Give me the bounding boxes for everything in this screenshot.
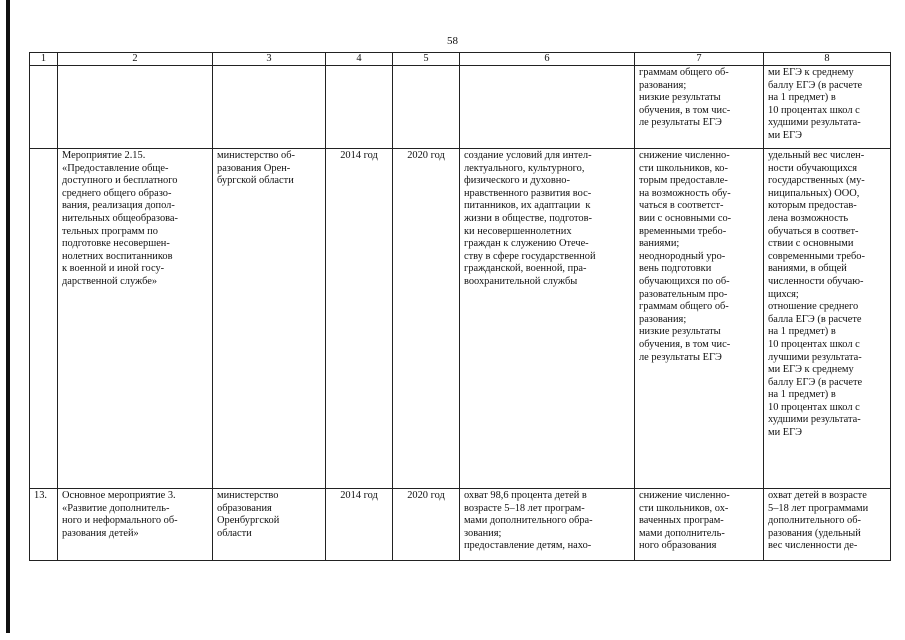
executor-cell: министерство образования Оренбургской области <box>213 489 326 561</box>
table-row-13 <box>30 489 891 561</box>
expected-result-cell <box>460 66 635 149</box>
column-number-2: 2 <box>58 53 213 66</box>
row-number-cell: 13. <box>30 489 58 561</box>
expected-result-cell: создание условий для интел- лектуального, культурного, физического и духовно- нравственного развития вос- питанников, их адаптации к жизни в обществе, подготов- ки несовершеннолетних граждан к служению Отече- ству в сфере государственной гражданской, военной, пра- воохранительной службы <box>460 149 635 489</box>
table-row-continuation <box>30 66 891 149</box>
column-number-3: 3 <box>213 53 326 66</box>
consequences-cell: граммам общего об- разования; низкие результаты обучения, в том чис- ле результаты ЕГЭ <box>635 66 764 149</box>
expected-result-cell: охват 98,6 процента детей в возрасте 5–18 лет програм- мами дополнительного обра- зования; предоставление детям, нахо- <box>460 489 635 561</box>
column-number-row <box>30 53 891 66</box>
row-number-cell <box>30 66 58 149</box>
column-number-6: 6 <box>460 53 635 66</box>
scan-edge-bar <box>6 0 10 633</box>
end-year-cell <box>393 66 460 149</box>
start-year-cell <box>326 66 393 149</box>
measure-name-cell: Основное мероприятие 3. «Развитие дополнитель- ного и неформального об- разования детей» <box>58 489 213 561</box>
column-number-8: 8 <box>764 53 891 66</box>
table-row-measure-2-15 <box>30 149 891 489</box>
indicators-cell: охват детей в возрасте 5–18 лет программами дополнительного об- разования (удельный вес численности де- <box>764 489 891 561</box>
end-year-cell: 2020 год <box>393 489 460 561</box>
column-number-1: 1 <box>30 53 58 66</box>
consequences-cell: снижение численно- сти школьников, ко- торым предоставле- на возможность обу- чаться в соответст- вии с основными со- временными требо- ваниями; неоднородный уро- вень подготовки обучающихся по об- разовательным про- граммам общего об- разования; низкие результаты обучения, в том чис- ле результаты ЕГЭ <box>635 149 764 489</box>
executor-cell <box>213 66 326 149</box>
executor-cell: министерство об- разования Орен- бургской области <box>213 149 326 489</box>
page-number: 58 <box>447 35 458 47</box>
consequences-cell: снижение численно- сти школьников, ох- ваченных програм- мами дополнитель- ного образования <box>635 489 764 561</box>
column-number-4: 4 <box>326 53 393 66</box>
end-year-cell: 2020 год <box>393 149 460 489</box>
column-number-5: 5 <box>393 53 460 66</box>
indicators-cell: удельный вес числен- ности обучающихся государственных (му- ниципальных) ООО, которым предостав- лена возможность обучаться в соответ- ствии с основными современными требо- ваниями, в общей численности обучаю- щихся; отношение среднего балла ЕГЭ (в расчете на 1 предмет) в 10 процентах школ с лучшими результата- ми ЕГЭ к среднему баллу ЕГЭ (в расчете на 1 предмет) в 10 процентах школ с худшими результата- ми ЕГЭ <box>764 149 891 489</box>
start-year-cell: 2014 год <box>326 149 393 489</box>
column-number-7: 7 <box>635 53 764 66</box>
start-year-cell: 2014 год <box>326 489 393 561</box>
indicators-cell: ми ЕГЭ к среднему баллу ЕГЭ (в расчете на 1 предмет) в 10 процентах школ с худшими результата- ми ЕГЭ <box>764 66 891 149</box>
program-measures-table <box>29 52 891 561</box>
measure-name-cell <box>58 66 213 149</box>
row-number-cell <box>30 149 58 489</box>
measure-name-cell: Мероприятие 2.15. «Предоставление обще- доступного и бесплатного среднего общего образо- вания, реализация допол- нительных общеобразова- тельных программ по подготовке несовершен- нолетних воспитанников к военной и иной госу- дарственной службе» <box>58 149 213 489</box>
